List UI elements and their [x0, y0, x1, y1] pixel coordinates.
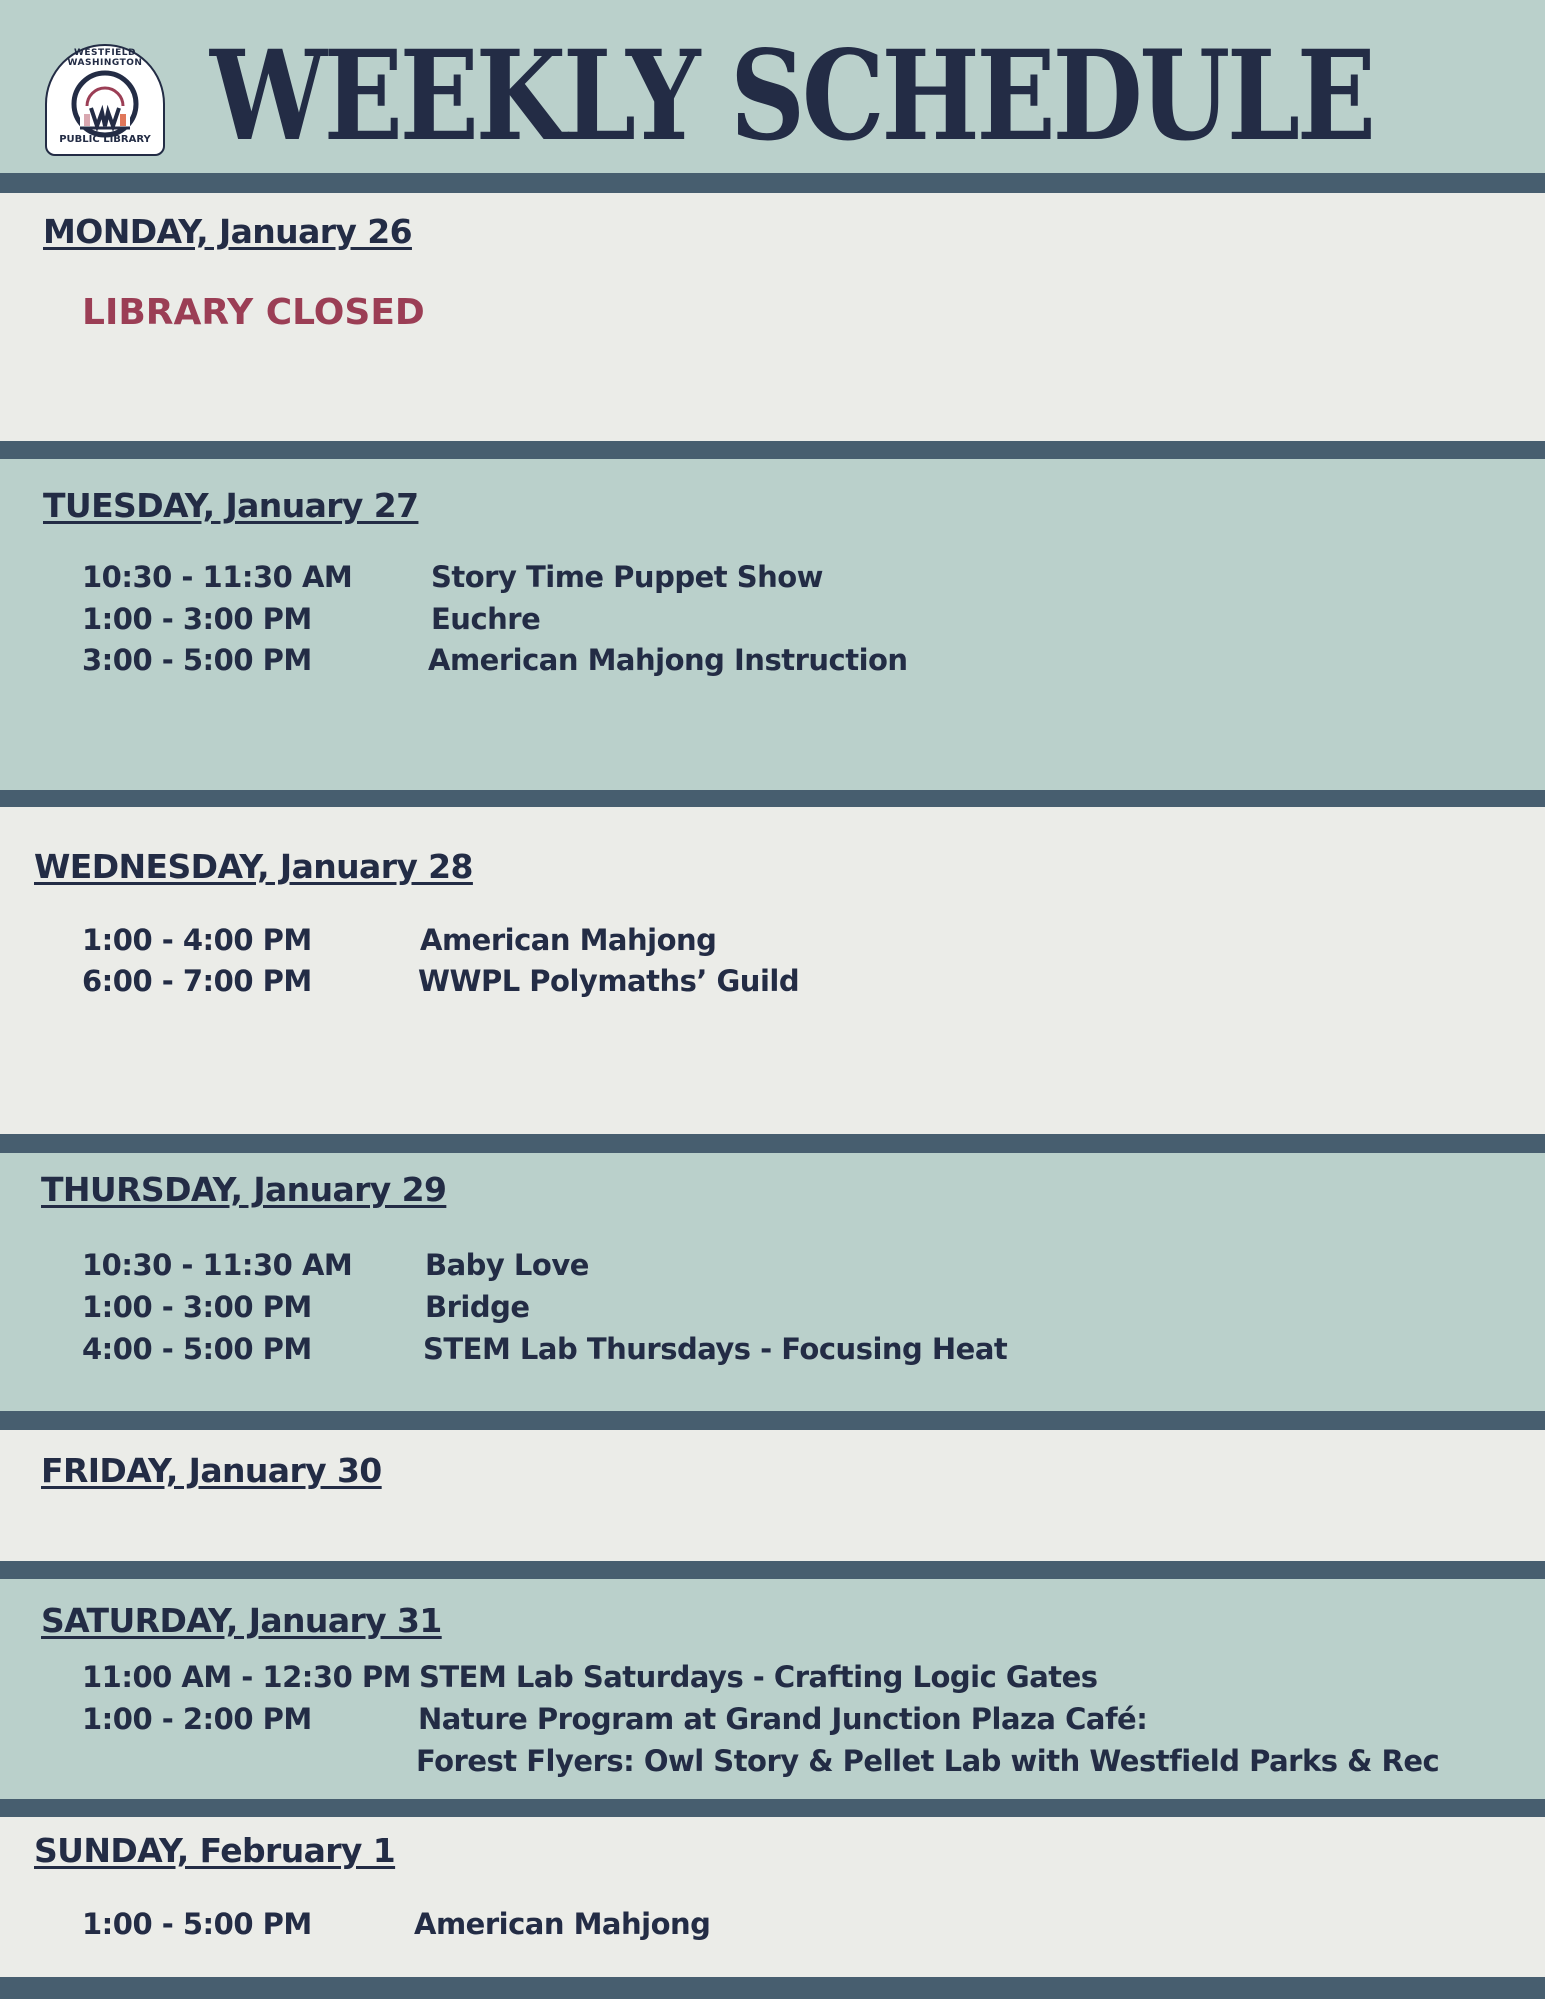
section-divider: [0, 441, 1545, 459]
event-title: STEM Lab Saturdays - Crafting Logic Gates: [419, 1660, 1098, 1694]
event-time: 10:30 - 11:30 AM: [82, 560, 353, 594]
section-divider: [0, 1134, 1545, 1153]
day-section-thursday: [0, 1153, 1545, 1411]
day-section-friday: [0, 1430, 1545, 1561]
day-heading: SATURDAY, January 31: [41, 1601, 442, 1640]
event-time: 6:00 - 7:00 PM: [82, 964, 312, 998]
event-time: 1:00 - 2:00 PM: [82, 1702, 312, 1736]
day-section-monday: [0, 193, 1545, 441]
event-title: American Mahjong: [420, 923, 717, 957]
event-time: 3:00 - 5:00 PM: [82, 643, 312, 677]
event-time: 11:00 AM - 12:30 PM: [82, 1660, 411, 1694]
closed-notice: LIBRARY CLOSED: [82, 292, 425, 333]
section-divider: [0, 1561, 1545, 1579]
day-heading: THURSDAY, January 29: [41, 1170, 447, 1209]
section-divider: [0, 173, 1545, 193]
event-title: American Mahjong Instruction: [428, 643, 908, 677]
day-heading: FRIDAY, January 30: [41, 1451, 382, 1490]
event-time: 4:00 - 5:00 PM: [82, 1332, 312, 1366]
header-banner: [0, 0, 1545, 173]
day-section-saturday: [0, 1579, 1545, 1799]
event-time: 1:00 - 5:00 PM: [82, 1907, 312, 1941]
event-title: Nature Program at Grand Junction Plaza Café:: [418, 1702, 1148, 1736]
event-title: Story Time Puppet Show: [431, 560, 823, 594]
section-divider: [0, 790, 1545, 807]
day-section-wednesday: [0, 807, 1545, 1134]
event-title: STEM Lab Thursdays - Focusing Heat: [423, 1332, 1008, 1366]
event-title: Bridge: [425, 1290, 530, 1324]
day-heading: MONDAY, January 26: [43, 212, 412, 251]
event-time: 1:00 - 3:00 PM: [82, 1290, 312, 1324]
event-title-continued: Forest Flyers: Owl Story & Pellet Lab with Westfield Parks & Rec: [416, 1744, 1440, 1778]
logo-bottom-text: PUBLIC LIBRARY: [59, 134, 151, 145]
day-section-tuesday: [0, 459, 1545, 790]
section-divider: [0, 1799, 1545, 1817]
day-heading: SUNDAY, February 1: [34, 1831, 396, 1870]
day-heading: WEDNESDAY, January 28: [34, 847, 473, 886]
event-time: 1:00 - 4:00 PM: [82, 923, 312, 957]
event-title: American Mahjong: [414, 1907, 711, 1941]
section-divider: [0, 1411, 1545, 1430]
section-divider: [0, 1977, 1545, 1999]
logo-top-text: WESTFIELD WASHINGTON: [67, 48, 143, 68]
library-logo: [45, 44, 165, 156]
page-title: WEEKLY SCHEDULE: [210, 24, 1373, 169]
day-section-sunday: [0, 1817, 1545, 1977]
event-title: WWPL Polymaths’ Guild: [418, 964, 800, 998]
event-title: Euchre: [431, 602, 541, 636]
event-time: 10:30 - 11:30 AM: [82, 1248, 353, 1282]
day-heading: TUESDAY, January 27: [43, 486, 419, 525]
event-time: 1:00 - 3:00 PM: [82, 602, 312, 636]
event-title: Baby Love: [425, 1248, 589, 1282]
